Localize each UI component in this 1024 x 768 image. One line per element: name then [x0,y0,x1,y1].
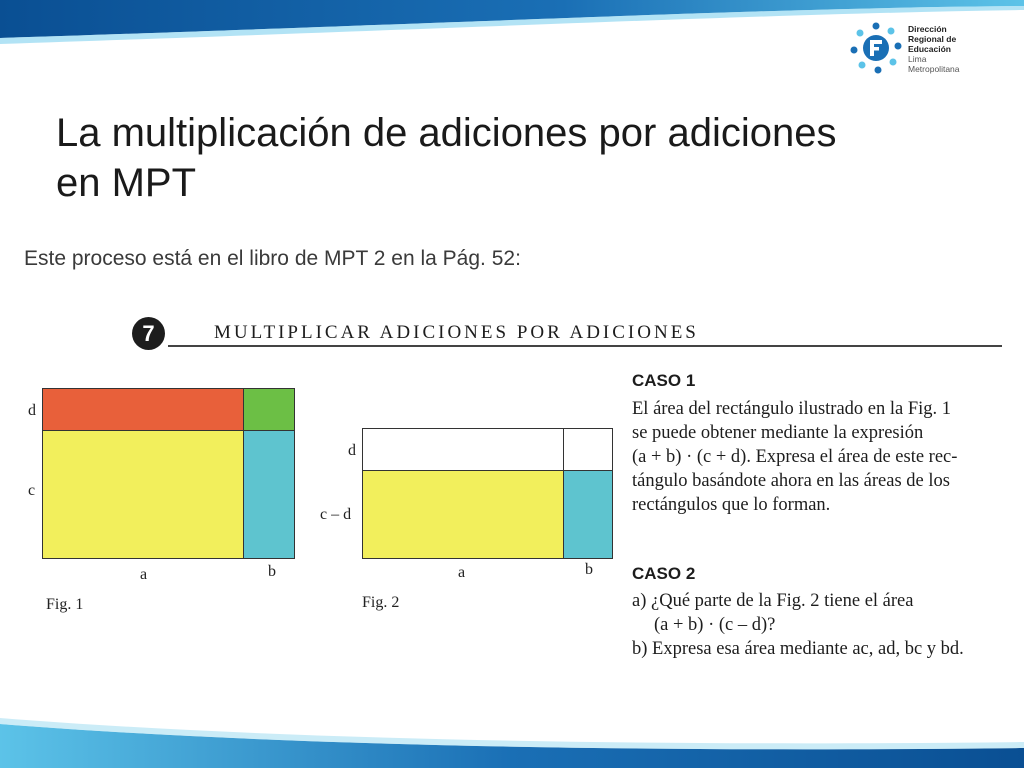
fig1-label-c: c [28,482,36,499]
caso2-text [632,589,964,661]
caso1-title: CASO 1 [632,371,696,390]
fig1-label-b: b [268,563,276,580]
logo-line: Regional de [908,34,957,44]
caso1-line: El área del rectángulo ilustrado en la Fig. 1 [632,399,952,419]
logo-wordmark [908,24,960,74]
area-bc [243,430,295,559]
area-top-strip [362,428,565,472]
institution-logo [848,20,988,82]
caso2-line: b) Expresa esa área mediante ac, ad, bc y bd. [632,639,964,659]
fig1-label-d: d [28,402,36,419]
fig2-label-d: d [348,442,356,459]
area-ac [42,430,245,559]
caso1-text [632,397,957,517]
caso2-line: a) ¿Qué parte de la Fig. 2 tiene el área [632,591,914,611]
caso2-line: (a + b) · (c – d)? [654,615,776,635]
heading-rule [168,345,1002,347]
book-page-excerpt [22,300,1012,700]
caso1-line: se puede obtener mediante la expresión [632,423,924,443]
fig2-label-c-minus-d: c – d [320,506,352,523]
caso1-line: rectángulos que lo forman. [632,495,831,515]
exercise-number-badge: 7 [132,317,165,350]
logo-line: Metropolitana [908,64,960,74]
exercise-heading: MULTIPLICAR ADICIONES POR ADICIONES [214,322,699,343]
fig2-caption: Fig. 2 [362,594,400,611]
people-circle-logo-icon [848,20,904,76]
logo-line: Dirección [908,24,947,34]
slide-title-line: en MPT [56,161,197,205]
logo-line: Educación [908,44,951,54]
fig2-label-a: a [458,564,466,581]
fig1-label-a: a [140,566,148,583]
slide-title [56,108,996,208]
caso1-line: (a + b) · (c + d). Expresa el área de este rec- [632,447,958,467]
area-ad [42,388,245,432]
area-b-c-minus-d [563,470,613,559]
logo-line: Lima [908,54,927,64]
fig1-caption: Fig. 1 [46,596,84,613]
slide-subtitle: Este proceso está en el libro de MPT 2 en la Pág. 52: [24,247,521,270]
area-bd [243,388,295,432]
slide-title-line: La multiplicación de adiciones por adiciones [56,111,837,155]
bottom-decorative-band [0,708,1024,768]
caso1-line: tángulo basándote ahora en las áreas de los [632,471,950,491]
area-a-c-minus-d [362,470,565,559]
caso2-title: CASO 2 [632,564,696,583]
area-top-corner [563,428,613,472]
fig2-label-b: b [585,561,593,578]
